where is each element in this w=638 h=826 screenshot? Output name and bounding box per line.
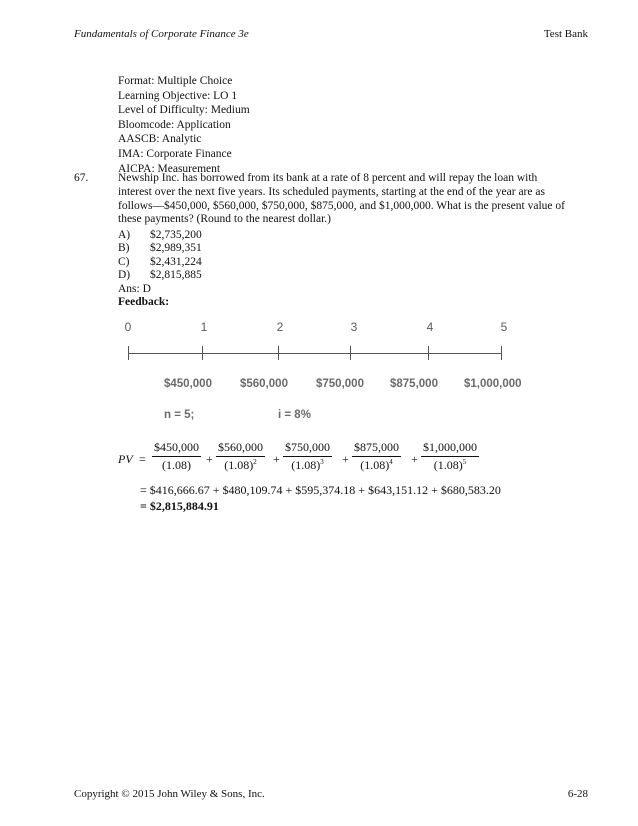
timeline-tick bbox=[501, 346, 502, 360]
interest-rate-label: i = 8% bbox=[278, 409, 311, 421]
denominator: $(1.08)^2$ bbox=[224, 458, 257, 472]
fraction-2 bbox=[216, 440, 265, 473]
cash-flow-4: $875,000 bbox=[390, 378, 438, 390]
book-title: Fundamentals of Corporate Finance 3e bbox=[74, 28, 249, 40]
pv-symbol: PV bbox=[118, 452, 133, 466]
option-text: $2,815,885 bbox=[150, 269, 202, 282]
period-label: 2 bbox=[276, 320, 284, 334]
timeline-axis bbox=[128, 353, 501, 354]
period-label: 4 bbox=[426, 320, 434, 334]
denominator: $(1.08)^4$ bbox=[360, 458, 393, 472]
denominator: $(1.08)^5$ bbox=[433, 458, 467, 472]
section-label: Test Bank bbox=[543, 28, 588, 40]
equals-sign: = bbox=[139, 452, 146, 466]
fraction-5 bbox=[421, 440, 479, 473]
cash-flow-2: $560,000 bbox=[240, 378, 288, 390]
option-label: C) bbox=[118, 255, 130, 268]
numerator: $560,000 bbox=[216, 440, 265, 457]
period-label: 1 bbox=[200, 320, 208, 334]
pv-equation bbox=[118, 440, 588, 540]
timeline-tick bbox=[202, 346, 203, 360]
denominator: $(1.08)^3$ bbox=[291, 458, 324, 472]
numerator: $875,000 bbox=[352, 440, 401, 457]
numerator: $450,000 bbox=[152, 440, 201, 457]
feedback-label: Feedback: bbox=[118, 296, 170, 309]
cash-flow-timeline bbox=[118, 316, 528, 426]
option-c bbox=[118, 256, 202, 269]
question-stem: Newship Inc. has borrowed from its bank at a rate of 8 percent and will repay the loan with interest over the next five years. Its scheduled payments, starting at the end of the year are as follows—$450,000, $560,000, $750,000, $875,000, and $1,000,000. What is the present value of these payments? (Round to the nearest dollar.) bbox=[118, 172, 565, 226]
timeline-tick bbox=[350, 346, 351, 360]
option-text: $2,431,224 bbox=[150, 255, 202, 268]
fraction-3 bbox=[283, 440, 332, 473]
period-label: 0 bbox=[124, 320, 132, 334]
copyright: Copyright © 2015 John Wiley & Sons, Inc. bbox=[74, 788, 265, 800]
option-text: $2,989,351 bbox=[150, 242, 202, 255]
pv-expansion: = $416,666.67 + $480,109.74 + $595,374.18 + $643,151.12 + $680,583.20 bbox=[140, 483, 501, 497]
option-a bbox=[118, 229, 202, 242]
question-number: 67. bbox=[74, 172, 89, 184]
timeline-tick bbox=[278, 346, 279, 360]
option-label: A) bbox=[118, 229, 131, 241]
fraction-1 bbox=[152, 440, 201, 473]
option-d bbox=[118, 269, 202, 282]
meta-ima: IMA: Corporate Finance bbox=[118, 147, 232, 160]
cash-flow-3: $750,000 bbox=[316, 378, 364, 390]
option-b bbox=[118, 242, 202, 255]
page-footer bbox=[74, 788, 588, 800]
denominator: (1.08) bbox=[162, 458, 191, 472]
option-label: D) bbox=[118, 269, 131, 282]
timeline-tick bbox=[128, 346, 129, 360]
question-metadata bbox=[118, 74, 250, 176]
period-label: 5 bbox=[500, 320, 508, 334]
meta-difficulty: Level of Difficulty: Medium bbox=[118, 104, 250, 117]
meta-format: Format: Multiple Choice bbox=[118, 75, 233, 87]
plus-sign: + bbox=[342, 452, 349, 466]
page-number: 6-28 bbox=[567, 788, 588, 800]
question bbox=[74, 172, 574, 227]
option-text: $2,735,200 bbox=[150, 229, 202, 241]
timeline-tick bbox=[428, 346, 429, 360]
meta-aicpa: AICPA: Measurement bbox=[118, 162, 221, 175]
answer: Ans: D bbox=[118, 282, 151, 295]
plus-sign: + bbox=[206, 452, 213, 466]
numerator: $750,000 bbox=[283, 440, 332, 457]
option-label: B) bbox=[118, 242, 130, 255]
plus-sign: + bbox=[411, 452, 418, 466]
pv-result: = $2,815,884.91 bbox=[140, 499, 219, 513]
meta-learning-objective: Learning Objective: LO 1 bbox=[118, 89, 238, 102]
cash-flow-1: $450,000 bbox=[164, 378, 212, 390]
n-periods-label: n = 5; bbox=[164, 409, 195, 421]
meta-aascb: AASCB: Analytic bbox=[118, 133, 202, 146]
meta-bloomcode: Bloomcode: Application bbox=[118, 118, 231, 131]
cash-flow-5: $1,000,000 bbox=[464, 378, 522, 390]
plus-sign: + bbox=[273, 452, 280, 466]
fraction-4 bbox=[352, 440, 401, 473]
page-header bbox=[74, 28, 588, 40]
answer-options bbox=[118, 229, 202, 309]
numerator: $1,000,000 bbox=[421, 440, 479, 457]
period-label: 3 bbox=[350, 320, 358, 334]
